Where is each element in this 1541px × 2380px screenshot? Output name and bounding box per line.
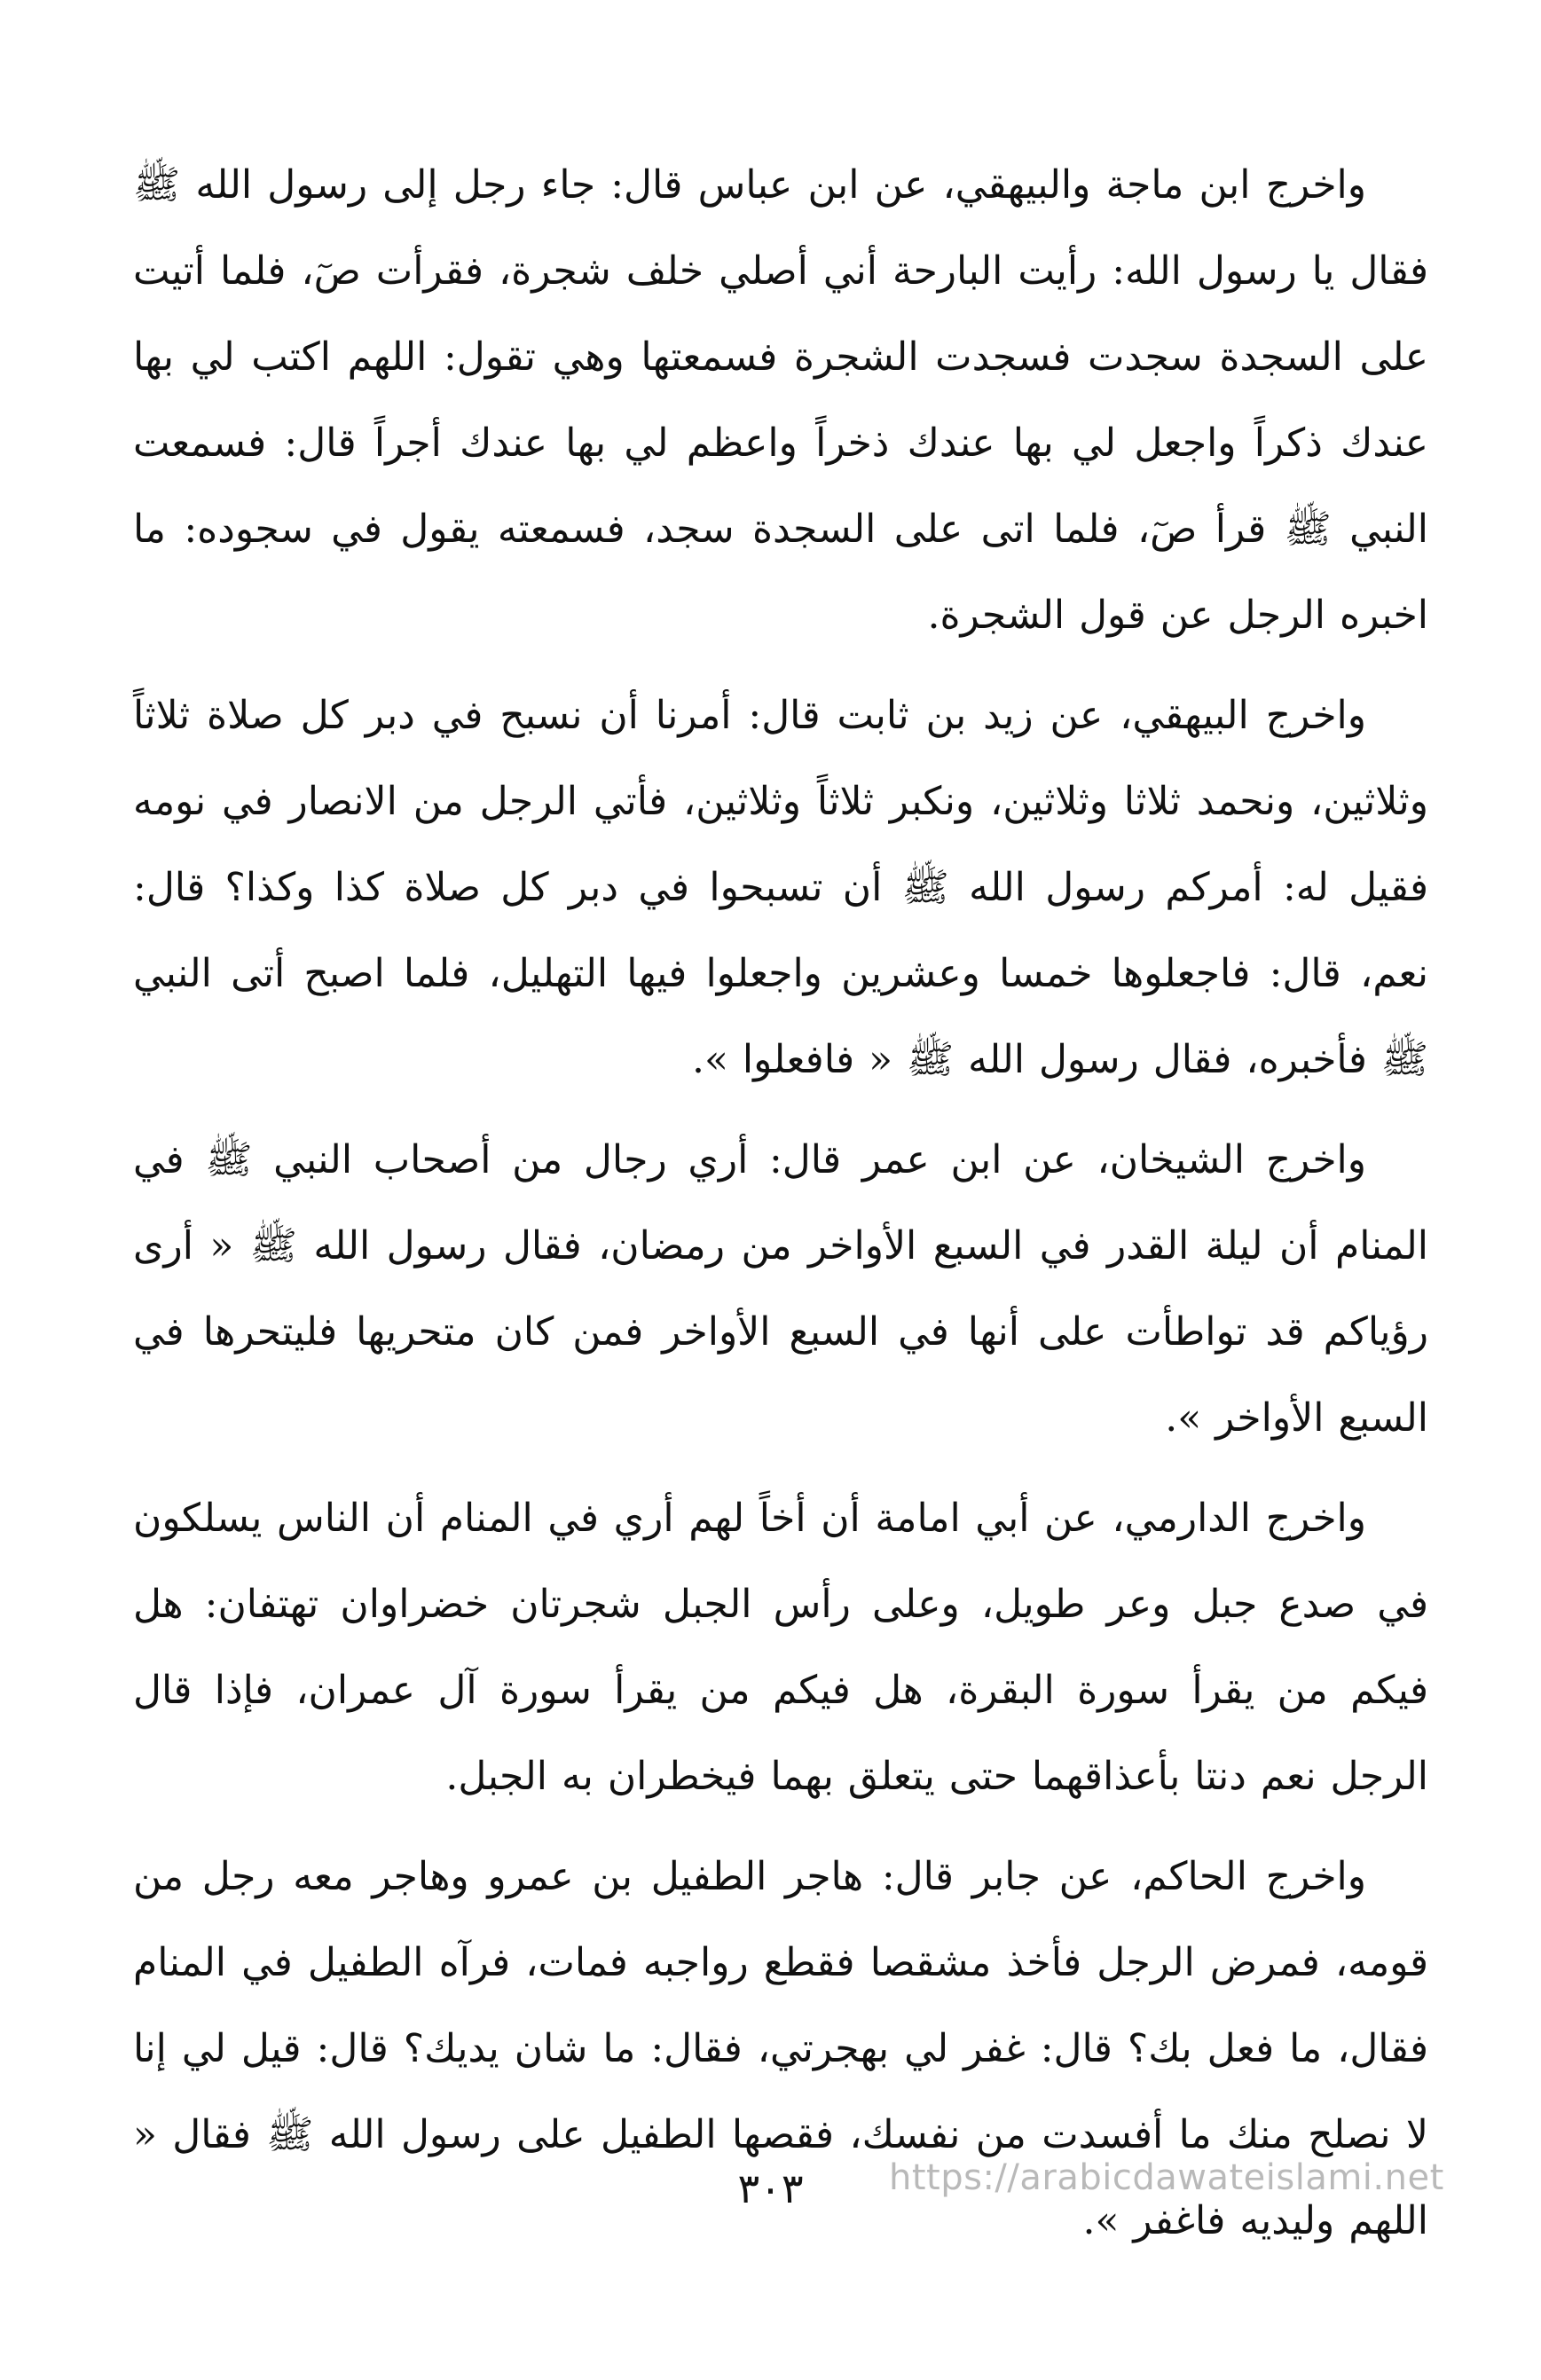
paragraph-zayd-bin-thabit: واخرج البيهقي، عن زيد بن ثابت قال: أمرنا أن نسبح في دبر كل صلاة ثلاثاً وثلاثين، ونحمد ثلاثا وثلاثين، ونكبر ثلاثاً وثلاثين، فأتي الرجل من الانصار في نومه فقيل له: أمركم رسول الله ﷺ أن تسبحوا في دبر كل صلاة كذا وكذا؟ قال: نعم، قال: فاجعلوها خمسا وعشرين واجعلوا فيها التهليل، فلما اصبح أتى النبي ﷺ فأخبره، فقال رسول الله ﷺ « فافعلوا ». bbox=[133, 693, 1428, 1082]
paragraph-jabir: واخرج الحاكم، عن جابر قال: هاجر الطفيل بن عمرو وهاجر معه رجل من قومه، فمرض الرجل فأخذ مشقصا فقطع رواجبه فمات، فرآه الطفيل في المنام فقال، ما فعل بك؟ قال: غفر لي بهجرتي، فقال: ما شان يديك؟ قال: قيل لي إنا لا نصلح منك ما أفسدت من نفسك، فقصها الطفيل على رسول الله ﷺ فقال « اللهم وليديه فاغفر ». bbox=[133, 1854, 1428, 2243]
watermark-url: https://arabicdawateislami.net bbox=[889, 2157, 1444, 2198]
paragraph-ibn-umar: واخرج الشيخان، عن ابن عمر قال: أري رجال من أصحاب النبي ﷺ في المنام أن ليلة القدر في السبع الأواخر من رمضان، فقال رسول الله ﷺ « أرى رؤياكم قد تواطأت على أنها في السبع الأواخر فمن كان متحريها فليتحرها في السبع الأواخر ». bbox=[133, 1137, 1428, 1441]
page-body bbox=[133, 142, 1428, 2278]
page-number: ٣٠٣ bbox=[737, 2164, 804, 2212]
paragraph-abu-umamah: واخرج الدارمي، عن أبي امامة أن أخاً لهم أري في المنام أن الناس يسلكون في صدع جبل وعر طويل، وعلى رأس الجبل شجرتان خضراوان تهتفان: هل فيكم من يقرأ سورة البقرة، هل فيكم من يقرأ سورة آل عمران، فإذا قال الرجل نعم دنتا بأعذاقهما حتى يتعلق بهما فيخطران به الجبل. bbox=[133, 1496, 1428, 1799]
paragraph-ibn-abbas: واخرج ابن ماجة والبيهقي، عن ابن عباس قال: جاء رجل إلى رسول الله ﷺ فقال يا رسول الله: رأيت البارحة أني أصلي خلف شجرة، فقرأت صٓ، فلما أتيت على السجدة سجدت فسجدت الشجرة فسمعتها وهي تقول: اللهم اكتب لي بها عندك ذكراً واجعل لي بها عندك ذخراً واعظم لي بها عندك أجراً قال: فسمعت النبي ﷺ قرأ صٓ، فلما اتى على السجدة سجد، فسمعته يقول في سجوده: ما اخبره الرجل عن قول الشجرة. bbox=[133, 162, 1428, 638]
